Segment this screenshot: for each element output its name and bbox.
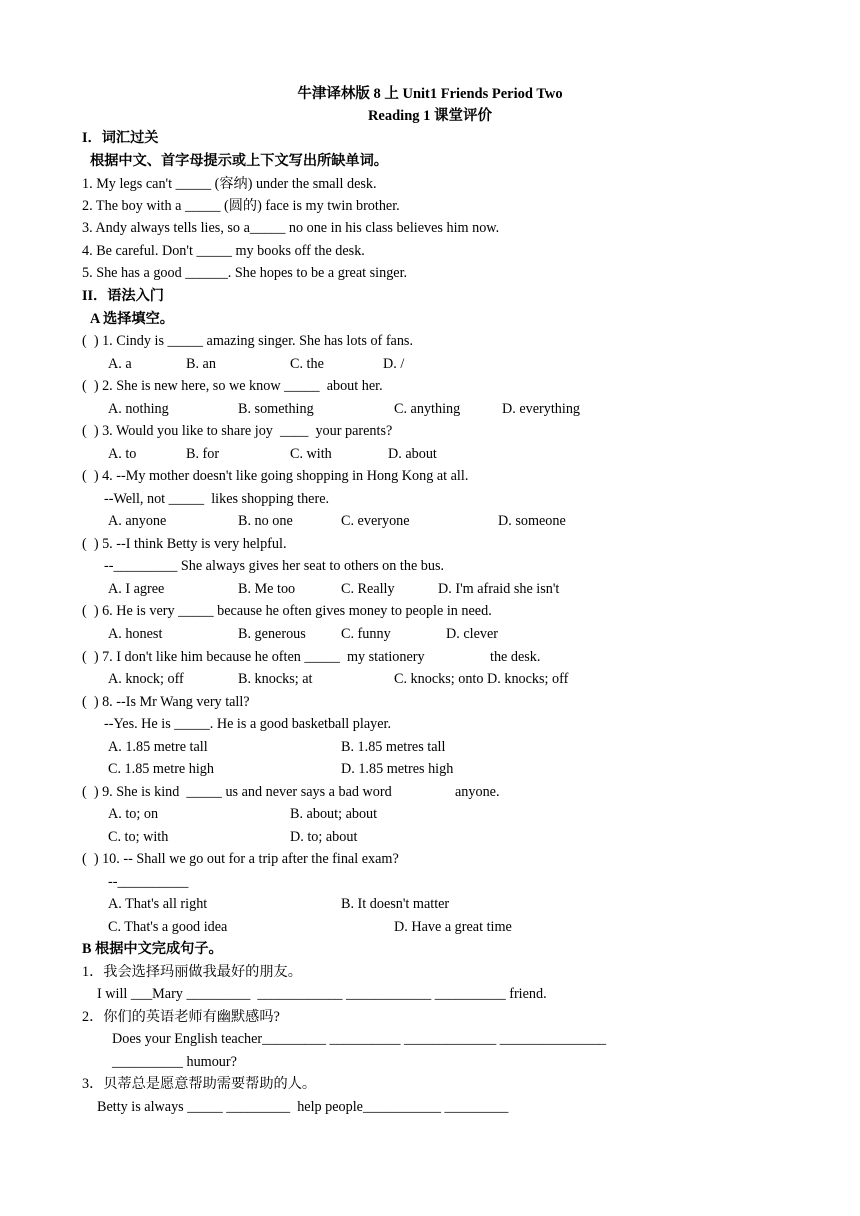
question-10-stem: ( ) 10. -- Shall we go out for a trip after the final exam? <box>82 851 399 867</box>
question-4-option-c: C. everyone <box>341 513 410 529</box>
vocab-item-2: 2. The boy with a _____ (圆的) face is my twin brother. <box>82 198 400 214</box>
question-5-option-a: A. I agree <box>108 581 165 597</box>
question-5-option-c: C. Really <box>341 581 395 597</box>
question-5-line-2: --_________ She always gives her seat to others on the bus. <box>104 558 445 574</box>
question-4-option-b: B. no one <box>238 513 293 529</box>
question-9-option-a: A. to; on <box>108 806 159 822</box>
vocab-item-3: 3. Andy always tells lies, so a_____ no one in his class believes him now. <box>82 220 500 236</box>
question-4-line-2: --Well, not _____ likes shopping there. <box>104 491 330 507</box>
question-1-option-d: D. / <box>383 356 405 372</box>
question-1-stem: ( ) 1. Cindy is _____ amazing singer. She has lots of fans. <box>82 333 414 349</box>
question-3-option-d: D. about <box>388 446 437 462</box>
question-5-stem: ( ) 5. --I think Betty is very helpful. <box>82 536 287 552</box>
question-1-option-c: C. the <box>290 356 324 372</box>
question-1-option-a: A. a <box>108 356 132 372</box>
sentence-2-chinese: 2．你们的英语老师有幽默感吗? <box>82 1009 280 1025</box>
question-6-stem: ( ) 6. He is very _____ because he often gives money to people in need. <box>82 603 492 619</box>
question-10-option-c: C. That's a good idea <box>108 919 228 935</box>
question-10-line-2: --__________ <box>108 874 189 890</box>
question-7-stem-end: the desk. <box>490 649 541 665</box>
question-7-option-b: B. knocks; at <box>238 671 313 687</box>
question-8-line-2: --Yes. He is _____. He is a good basketball player. <box>104 716 391 732</box>
vocab-item-5: 5. She has a good ______. She hopes to be a great singer. <box>82 265 408 281</box>
vocab-item-4: 4. Be careful. Don't _____ my books off the desk. <box>82 243 365 259</box>
question-7-option-cd: C. knocks; onto D. knocks; off <box>394 671 569 687</box>
question-2-option-c: C. anything <box>394 401 461 417</box>
question-9-option-d: D. to; about <box>290 829 358 845</box>
section-2-heading: II．语法入门 <box>82 288 164 304</box>
question-4-stem: ( ) 4. --My mother doesn't like going shopping in Hong Kong at all. <box>82 468 469 484</box>
part-b-heading: B 根据中文完成句子。 <box>82 941 223 957</box>
question-6-option-d: D. clever <box>446 626 498 642</box>
question-8-option-c: C. 1.85 metre high <box>108 761 214 777</box>
sentence-1-english: I will ___Mary _________ ____________ ____________ __________ friend. <box>97 986 547 1002</box>
title-line-2: Reading 1 课堂评价 <box>367 108 493 124</box>
title-line-1: 牛津译林版 8 上 Unit1 Friends Period Two <box>297 86 563 102</box>
question-10-option-b: B. It doesn't matter <box>341 896 450 912</box>
question-8-option-b: B. 1.85 metres tall <box>341 739 446 755</box>
question-6-option-b: B. generous <box>238 626 306 642</box>
question-3-option-b: B. for <box>186 446 220 462</box>
question-2-option-a: A. nothing <box>108 401 169 417</box>
question-3-stem: ( ) 3. Would you like to share joy ____ your parents? <box>82 423 393 439</box>
question-3-option-c: C. with <box>290 446 332 462</box>
question-9-option-c: C. to; with <box>108 829 169 845</box>
question-8-option-d: D. 1.85 metres high <box>341 761 454 777</box>
sentence-2-english: Does your English teacher_________ __________ _____________ _______________ <box>112 1031 607 1047</box>
section-1-heading: I．词汇过关 <box>82 130 159 146</box>
question-3-option-a: A. to <box>108 446 137 462</box>
sentence-3-english: Betty is always _____ _________ help people___________ _________ <box>97 1099 509 1115</box>
question-10-option-a: A. That's all right <box>108 896 208 912</box>
question-7-stem: ( ) 7. I don't like him because he often _____ my stationery <box>82 649 425 665</box>
question-8-stem: ( ) 8. --Is Mr Wang very tall? <box>82 694 250 710</box>
question-2-option-d: D. everything <box>502 401 581 417</box>
question-5-option-d: D. I'm afraid she isn't <box>438 581 560 597</box>
question-4-option-a: A. anyone <box>108 513 167 529</box>
question-6-option-c: C. funny <box>341 626 391 642</box>
question-8-option-a: A. 1.85 metre tall <box>108 739 208 755</box>
question-6-option-a: A. honest <box>108 626 163 642</box>
question-2-option-b: B. something <box>238 401 314 417</box>
question-7-option-a: A. knock; off <box>108 671 184 687</box>
question-2-stem: ( ) 2. She is new here, so we know _____ about her. <box>82 378 383 394</box>
sentence-1-chinese: 1．我会选择玛丽做我最好的朋友。 <box>82 964 302 980</box>
sentence-3-chinese: 3．贝蒂总是愿意帮助需要帮助的人。 <box>82 1076 317 1092</box>
question-4-option-d: D. someone <box>498 513 566 529</box>
question-5-option-b: B. Me too <box>238 581 296 597</box>
question-10-option-d: D. Have a great time <box>394 919 512 935</box>
part-a-heading: A 选择填空。 <box>90 311 174 327</box>
question-9-stem: ( ) 9. She is kind _____ us and never says a bad word <box>82 784 392 800</box>
vocab-item-1: 1. My legs can't _____ (容纳) under the small desk. <box>82 176 377 192</box>
sentence-2-english-cont: __________ humour? <box>112 1054 237 1070</box>
section-1-instruction: 根据中文、首字母提示或上下文写出所缺单词。 <box>90 153 388 169</box>
question-1-option-b: B. an <box>186 356 216 372</box>
question-9-stem-end: anyone. <box>455 784 500 800</box>
question-9-option-b: B. about; about <box>290 806 378 822</box>
